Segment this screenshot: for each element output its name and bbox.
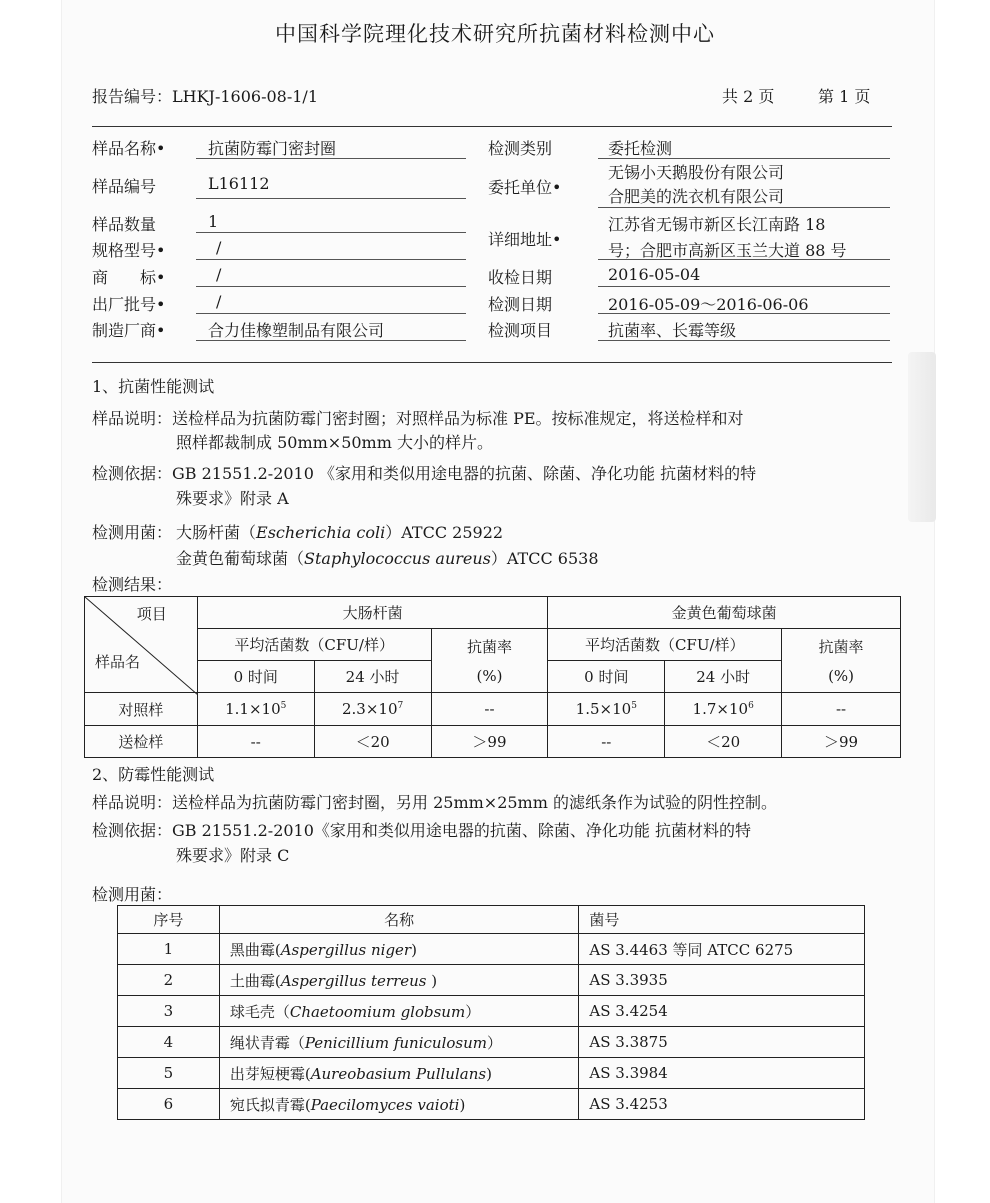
cell-code: AS 3.4463 等同 ATCC 6275 (579, 934, 865, 965)
value-sample-code: L16112 (208, 174, 270, 193)
label-test-date: 检测日期 (488, 295, 553, 314)
cell-code: AS 3.3935 (579, 965, 865, 996)
cell: $2.3\times 10^7$ (314, 693, 431, 726)
value-brand: / (216, 265, 222, 284)
section1-sample-desc-line2: 照样都裁制成 50mm×50mm 大小的样片。 (176, 433, 493, 452)
table-row (118, 965, 865, 996)
label-model: 规格型号• (92, 241, 166, 260)
rate-header: 抗菌率 (%) (431, 629, 548, 693)
side-stamp-mark (908, 352, 936, 522)
section2-basis-line1: 检测依据：GB 21551.2-2010《家用和类似用途电器的抗菌、除菌、净化功能 抗菌材料的特 (92, 821, 752, 840)
strain-ecoli: 大肠杆菌（Escherichia coli）ATCC 25922 (176, 523, 504, 542)
row-name: 对照样 (85, 693, 198, 726)
header-no: 序号 (118, 906, 220, 934)
underline (598, 286, 890, 287)
label-received-date: 收检日期 (488, 268, 553, 287)
cell-no: 1 (118, 934, 220, 965)
section1-basis-line2: 殊要求》附录 A (176, 489, 289, 508)
cell: -- (782, 693, 901, 726)
section1-strains-label: 检测用菌： (92, 523, 173, 542)
underline (196, 340, 466, 341)
cell-no: 2 (118, 965, 220, 996)
info-rule (92, 362, 892, 363)
underline (196, 286, 466, 287)
cell-no: 3 (118, 996, 220, 1027)
table1-corner-cell (85, 597, 198, 693)
corner-bottom-label: 样品名 (95, 653, 141, 671)
avg-count-header: 平均活菌数（CFU/样） (548, 629, 782, 661)
cell-name: 宛氏拟青霉(Paecilomyces vaioti) (219, 1089, 579, 1120)
cell: $1.1\times 10^5$ (197, 693, 314, 726)
underline (598, 340, 890, 341)
cell-code: AS 3.3984 (579, 1058, 865, 1089)
section2-strains-label: 检测用菌： (92, 885, 173, 904)
avg-count-header: 平均活菌数（CFU/样） (197, 629, 431, 661)
cell-name: 土曲霉(Aspergillus terreus ) (219, 965, 579, 996)
section2-heading: 2、防霉性能测试 (92, 765, 215, 784)
value-sample-qty: 1 (208, 212, 219, 231)
strain-staph: 金黄色葡萄球菌（Staphylococcus aureus）ATCC 6538 (176, 549, 599, 568)
label-test-type: 检测类别 (488, 139, 553, 158)
section1-sample-desc-line1: 样品说明：送检样品为抗菌防霉门密封圈；对照样品为标准 PE。按标准规定，将送检样和对 (92, 409, 744, 428)
label-sample-code: 样品编号 (92, 177, 157, 196)
underline (598, 207, 890, 208)
label-sample-qty: 样品数量 (92, 215, 157, 234)
underline (196, 313, 466, 314)
corner-top-label: 项目 (136, 605, 167, 623)
value-address-2: 号；合肥市高新区玉兰大道 88 号 (608, 241, 847, 260)
label-batch: 出厂批号• (92, 295, 166, 314)
table-row (85, 726, 901, 758)
cell-no: 5 (118, 1058, 220, 1089)
row-name: 送检样 (85, 726, 198, 758)
section1-results-label: 检测结果： (92, 575, 173, 594)
time-0-header: 0 时间 (548, 661, 665, 693)
group-ecoli-header: 大肠杆菌 (197, 597, 548, 629)
time-24-header: 24 小时 (314, 661, 431, 693)
value-client-2: 合肥美的洗衣机有限公司 (608, 187, 785, 206)
rate-header: 抗菌率 (%) (782, 629, 901, 693)
table-row (118, 996, 865, 1027)
value-address-1: 江苏省无锡市新区长江南路 18 (608, 215, 826, 234)
label-brand: 商 标• (92, 268, 166, 287)
header-name: 名称 (219, 906, 579, 934)
table-row (118, 1058, 865, 1089)
cell: -- (197, 726, 314, 758)
header-code: 菌号 (579, 906, 865, 934)
underline (196, 232, 466, 233)
cell-name: 出芽短梗霉(Aureobasium Pullulans) (219, 1058, 579, 1089)
value-test-type: 委托检测 (608, 139, 673, 158)
cell: $1.7\times 10^6$ (665, 693, 782, 726)
section1-heading: 1、抗菌性能测试 (92, 377, 215, 396)
underline (598, 158, 890, 159)
label-client: 委托单位• (488, 178, 562, 197)
label-test-items: 检测项目 (488, 321, 553, 340)
cell-name: 球毛壳（Chaetoomium globsum） (219, 996, 579, 1027)
value-batch: / (216, 292, 222, 311)
cell-no: 4 (118, 1027, 220, 1058)
cell-code: AS 3.3875 (579, 1027, 865, 1058)
total-pages: 共 2 页 (722, 87, 775, 106)
underline (598, 259, 890, 260)
label-address: 详细地址• (488, 230, 562, 249)
cell: ＞99 (782, 726, 901, 758)
cell-no: 6 (118, 1089, 220, 1120)
underline (196, 259, 466, 260)
current-page: 第 1 页 (818, 87, 871, 106)
document-title: 中国科学院理化技术研究所抗菌材料检测中心 (275, 22, 715, 46)
section1-basis-line1: 检测依据：GB 21551.2-2010 《家用和类似用途电器的抗菌、除菌、净化功能 抗菌材料的特 (92, 464, 757, 483)
report-number: 报告编号：LHKJ-1606-08-1/1 (92, 87, 318, 106)
value-model: / (216, 238, 222, 257)
value-test-date: 2016-05-09～2016-06-06 (608, 295, 809, 314)
cell: $1.5\times 10^5$ (548, 693, 665, 726)
cell-name: 黑曲霉(Aspergillus niger) (219, 934, 579, 965)
cell-code: AS 3.4253 (579, 1089, 865, 1120)
cell: -- (431, 693, 548, 726)
cell-code: AS 3.4254 (579, 996, 865, 1027)
section2-basis-line2: 殊要求》附录 C (176, 846, 290, 865)
cell: ＜20 (314, 726, 431, 758)
underline (196, 198, 466, 199)
mold-strains-table (117, 905, 865, 1120)
time-24-header: 24 小时 (665, 661, 782, 693)
cell: ＜20 (665, 726, 782, 758)
antibacterial-results-table (84, 596, 901, 758)
header-rule (92, 126, 892, 127)
value-sample-name: 抗菌防霉门密封圈 (208, 139, 337, 158)
underline (196, 158, 466, 159)
time-0-header: 0 时间 (197, 661, 314, 693)
value-client-1: 无锡小天鹅股份有限公司 (608, 163, 785, 182)
label-manufacturer: 制造厂商• (92, 321, 166, 340)
table-row (85, 693, 901, 726)
table-row (118, 1027, 865, 1058)
label-sample-name: 样品名称• (92, 139, 166, 158)
table-row (118, 934, 865, 965)
table-row (118, 1089, 865, 1120)
section2-sample-desc: 样品说明：送检样品为抗菌防霉门密封圈，另用 25mm×25mm 的滤纸条作为试验的阴性控制。 (92, 793, 777, 812)
value-manufacturer: 合力佳橡塑制品有限公司 (208, 321, 385, 340)
underline (598, 313, 890, 314)
cell: ＞99 (431, 726, 548, 758)
group-staph-header: 金黄色葡萄球菌 (548, 597, 901, 629)
cell: -- (548, 726, 665, 758)
cell-name: 绳状青霉（Penicillium funiculosum） (219, 1027, 579, 1058)
value-received-date: 2016-05-04 (608, 265, 701, 284)
value-test-items: 抗菌率、长霉等级 (608, 321, 737, 340)
